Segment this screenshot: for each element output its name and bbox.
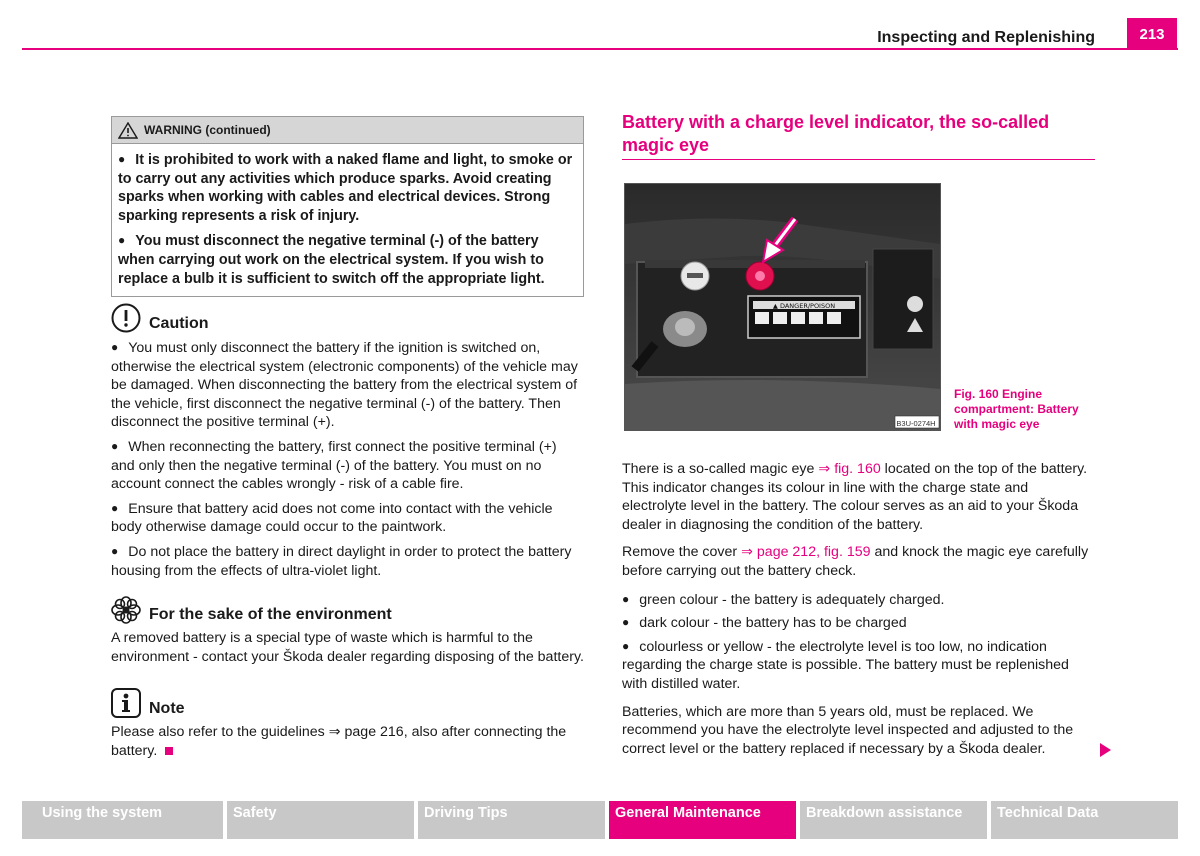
caution-item: ● You must only disconnect the battery if the ignition is switched on, otherwise the electrical system (electronic components) of the vehicle may be damaged. When disconnecting the battery from the electrical system of the vehicle, first disconnect the negative terminal (-) of the battery. Then disconnect the positive terminal (+). xyxy=(111,340,578,431)
figure-code: B3U-0274H xyxy=(896,419,936,428)
chapter-nav xyxy=(22,801,1178,839)
caution-heading xyxy=(111,303,584,333)
warning-item: ● It is prohibited to work with a naked flame and light, to smoke or to carry out any activities which produce sparks. Avoid creating sparks when working with cables and electrical devices. Strong sparking represents a risk of injury. xyxy=(118,152,573,224)
continue-arrow-icon[interactable] xyxy=(1100,743,1111,757)
section-heading: Battery with a charge level indicator, the so-called magic eye xyxy=(622,111,1095,160)
environment-text: A removed battery is a special type of waste which is harmful to the environment - contact your Škoda dealer regarding disposing of the battery. xyxy=(111,630,584,665)
warning-title: WARNING (continued) xyxy=(144,123,271,137)
bullet-icon: ● xyxy=(622,591,630,606)
caution-item: ● Ensure that battery acid does not come into contact with the vehicle body otherwise damage could occur to the paintwork. xyxy=(111,500,553,536)
end-marker-icon xyxy=(165,747,173,755)
environment-section xyxy=(111,596,584,671)
tab-breakdown-assistance[interactable]: Breakdown assistance xyxy=(800,801,987,839)
note-heading xyxy=(111,688,584,718)
caution-item: ● When reconnecting the battery, first connect the positive terminal (+) and only then the negative terminal (-) of the battery. You must on no account connect the cables wrongly - risk of a cable fire. xyxy=(111,438,557,493)
page-link[interactable]: ⇒ page 212, fig. 159 xyxy=(741,544,871,561)
bullet-icon: ● xyxy=(111,340,119,354)
bullet-icon: ● xyxy=(111,438,119,453)
figure-battery-photo xyxy=(624,183,941,431)
bullet-icon: ● xyxy=(111,500,119,515)
warning-header xyxy=(112,117,583,144)
flower-icon xyxy=(111,596,141,624)
list-item: ● dark colour - the battery has to be charged xyxy=(622,615,907,632)
info-icon xyxy=(111,688,141,718)
environment-title: For the sake of the environment xyxy=(149,606,392,623)
paragraph-replace-battery: Batteries, which are more than 5 years old, must be replaced. We recommend you have the electrolyte level inspected and adjusted to the correct level or the battery replaced if necessary by a Škoda dealer. xyxy=(622,703,1074,757)
tab-using-the-system[interactable]: Using the system xyxy=(22,801,223,839)
tab-general-maintenance[interactable]: General Maintenance xyxy=(609,801,796,839)
bullet-icon: ● xyxy=(111,543,119,558)
note-title: Note xyxy=(149,700,185,717)
tab-technical-data[interactable]: Technical Data xyxy=(991,801,1178,839)
environment-heading xyxy=(111,596,584,624)
figure-link[interactable]: ⇒ fig. 160 xyxy=(818,461,881,477)
caution-title: Caution xyxy=(149,315,209,332)
paragraph-remove-cover: Remove the cover ⇒ page 212, fig. 159 and knock the magic eye carefully before carrying out the battery check. xyxy=(622,544,1089,579)
note-section xyxy=(111,688,584,765)
page-number: 213 xyxy=(1127,18,1177,50)
tab-driving-tips[interactable]: Driving Tips xyxy=(418,801,605,839)
figure-caption: Fig. 160 Engine compartment: Battery with magic eye xyxy=(954,387,1079,431)
bullet-icon: ● xyxy=(622,638,630,653)
bullet-icon: ● xyxy=(622,615,630,630)
warning-box xyxy=(111,116,584,297)
page-link-arrow: ⇒ xyxy=(328,724,341,740)
paragraph-magic-eye: There is a so-called magic eye ⇒ fig. 160 located on the top of the battery. This indicator changes its colour in line with the charge state and electrolyte level in the battery. The colour serves as an aid to your Škoda dealer in diagnosing the condition of the battery. xyxy=(622,461,1088,533)
warning-item: ● You must disconnect the negative terminal (-) of the battery when carrying out work on the electrical system. If you wish to replace a bulb it is sufficient to switch off the appropriate light. xyxy=(118,233,545,287)
right-body xyxy=(622,460,1095,767)
caution-section xyxy=(111,303,584,585)
svg-text:▲ DANGER/POISON: ▲ DANGER/POISON xyxy=(772,302,836,310)
note-text: Please also refer to the guidelines ⇒ page 216, also after connecting the battery. xyxy=(111,724,567,759)
exclamation-circle-icon xyxy=(111,303,141,333)
caution-item: ● Do not place the battery in direct daylight in order to protect the battery housing from the effects of ultra-violet light. xyxy=(111,543,572,579)
battery-illustration xyxy=(625,184,940,430)
header-divider xyxy=(22,48,1178,50)
bullet-icon: ● xyxy=(118,152,126,166)
tab-safety[interactable]: Safety xyxy=(227,801,414,839)
bullet-icon: ● xyxy=(118,233,126,248)
list-item: ● green colour - the battery is adequately charged. xyxy=(622,591,945,608)
warning-triangle-icon xyxy=(118,122,138,139)
header-section-title: Inspecting and Replenishing xyxy=(877,29,1095,46)
list-item: ● colourless or yellow - the electrolyte level is too low, no indication regarding the charge state is possible. The battery must be replenished with distilled water. xyxy=(622,638,1069,692)
